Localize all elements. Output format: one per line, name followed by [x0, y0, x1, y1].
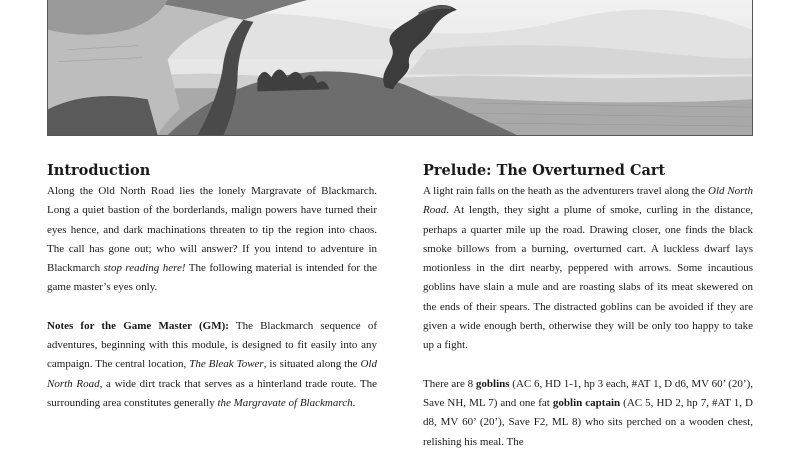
- landscape-illustration: [48, 0, 752, 135]
- introduction-paragraph: Along the Old North Road lies the lonely Margravate of Blackmarch. Long a quiet bastion of the borderlands, malign powers have turned their eyes hence, and dark machinations threaten to tip the region into chaos. The call has gone out; who will answer? If you intend to adventure in Blackmarch stop reading here! The following material is intended for the game master’s eyes only.: [47, 185, 377, 294]
- gm-notes-label: Notes for the Game Master (GM):: [47, 319, 229, 332]
- prelude-paragraph: A light rain falls on the heath as the adventurers travel along the Old North Road. At length, they sight a plume of smoke, curling in the distance, perhaps a quarter mile up the road. Drawing closer, one finds the black smoke billows from a burning, overturned cart. A luckless dwarf lays motionless in the dirt nearby, peppered with arrows. Some incautious goblins have slain a mule and are roasting slabs of its meat skewered on the ends of their spears. The distracted goblins can be avoided if they are given a wide enough berth, otherwise they will be only too happy to take up a fight.: [423, 185, 753, 352]
- gm-notes-paragraph: Notes for the Game Master (GM): The Blackmarch sequence of adventures, beginning with this module, is designed to fit easily into any campaign. The central location, The Bleak Tower, is situated along the Old North Road, a wide dirt track that serves as a hinterland trade route. The surrounding area constitutes generally the Margravate of Blackmarch.: [47, 319, 377, 409]
- left-column: [47, 162, 377, 413]
- cover-illustration: [47, 0, 753, 136]
- introduction-heading: Introduction: [47, 162, 151, 179]
- prelude-heading: Prelude: The Overturned Cart: [423, 162, 666, 179]
- encounter-stats-paragraph: There are 8 goblins (AC 6, HD 1-1, hp 3 each, #AT 1, D d6, MV 60’ (20’), Save NH, ML 7) and one fat goblin captain (AC 5, HD 2, hp 7, #AT 1, D d8, MV 60’ (20’), Save F2, ML 8) who sits perched on a wooden chest, relishing his meal. The: [423, 377, 753, 448]
- right-column: [423, 162, 753, 452]
